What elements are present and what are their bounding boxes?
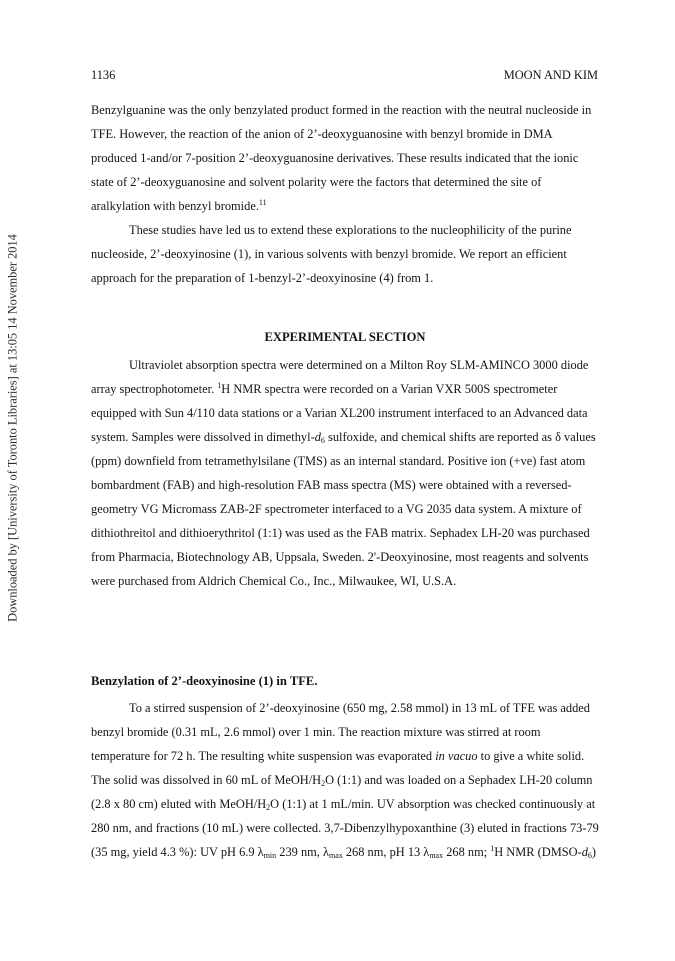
- intro-paragraph-1: [91, 98, 599, 218]
- benzylation-text-8: H NMR (DMSO-: [494, 845, 582, 859]
- deuterium-subscript: 6: [320, 436, 325, 445]
- experimental-text-1: Ultraviolet absorption spectra were determined on a Milton Roy SLM-AMINCO 3000 diode array spectrophotometer.: [91, 358, 589, 396]
- intro-paragraph-1-text: Benzylguanine was the only benzylated product formed in the reaction with the neutral nucleoside in TFE. However, the reaction of the anion of 2’-deoxyguanosine with benzyl bromide in DMA produced 1-and/or 7-position 2’-deoxyguanosine derivatives. These results indicated that the ionic state of 2’-deoxyguanosine and solvent polarity were the factors that determined the site of aralkylation with benzyl bromide.: [91, 103, 592, 213]
- benzylation-section: [91, 696, 599, 864]
- page-number: 1136: [91, 68, 116, 82]
- intro-section: [91, 98, 599, 290]
- benzylation-heading: Benzylation of 2’-deoxyinosine (1) in TFE.: [91, 674, 318, 688]
- benzylation-text-3: O (1:1) and was loaded on a Sephadex LH-20 column (2.8 x 80 cm) eluted with MeOH/H: [91, 773, 593, 811]
- intro-paragraph-2: These studies have led us to extend these explorations to the nucleophilicity of the purine nucleoside, 2’-deoxyinosine (1), in various solvents with benzyl bromide. We report an efficient approach for the preparation of 1-benzyl-2’-deoxyinosine (4) from 1.: [91, 223, 572, 285]
- water-subscript-1: 2: [321, 779, 326, 788]
- deuterium-symbol-2: d: [581, 845, 588, 859]
- benzylation-text-9: ): [591, 845, 597, 859]
- deuterium-subscript-2: 6: [587, 851, 592, 860]
- benzylation-text-6: 268 nm, pH 13 λ: [342, 845, 430, 859]
- in-vacuo-term: in vacuo: [435, 749, 478, 763]
- experimental-heading: EXPERIMENTAL SECTION: [264, 330, 426, 344]
- nmr-superscript: 1: [217, 381, 222, 391]
- reference-marker: 11: [258, 198, 267, 208]
- running-head: MOON AND KIM: [503, 68, 598, 82]
- download-watermark: [4, 168, 22, 688]
- benzylation-text-4: O (1:1) at 1 mL/min. UV absorption was checked continuously at 280 nm, and fractions (10 mL) were collected. 3,7-Dibenzylhypoxanthine (3) eluted in fractions 73-79 (35 mg, yield 4.3 %): UV pH 6.9 λ: [91, 797, 599, 859]
- experimental-text-2: H NMR spectra were recorded on a Varian VXR 500S spectrometer equipped with Sun 4/110 data stations or a Varian XL200 instrument interfaced to an Advanced data system. Samples were dissolved in dimethyl-: [91, 382, 588, 444]
- lambda-min-subscript: min: [263, 851, 277, 860]
- benzylation-text-2: to give a white solid. The solid was dissolved in 60 mL of MeOH/H: [91, 749, 585, 787]
- deuterium-symbol: d: [314, 430, 321, 444]
- experimental-section: [91, 353, 599, 593]
- benzylation-paragraph: [91, 696, 599, 864]
- water-subscript-2: 2: [266, 803, 271, 812]
- lambda-max-subscript-1: max: [328, 851, 343, 860]
- nmr-superscript-2: 1: [490, 844, 495, 854]
- download-watermark-text: Downloaded by [University of Toronto Libraries] at 13:05 14 November 2014: [5, 234, 20, 622]
- experimental-text-3: sulfoxide, and chemical shifts are reported as δ values (ppm) downfield from tetramethylsilane (TMS) as an internal standard. Positive ion (+ve) fast atom bombardment (FAB) and high-resolution FAB mass spectra (MS) were obtained with a reversed-geometry VG Micromass ZAB-2F spectrometer interfaced to a VG 2035 data system. A mixture of dithiothreitol and dithioerythritol (1:1) was used as the FAB matrix. Sephadex LH-20 was purchased from Pharmacia, Biotechnology AB, Uppsala, Sweden. 2'-Deoxyinosine, most reagents and solvents were purchased from Aldrich Chemical Co., Inc., Milwaukee, WI, U.S.A.: [91, 430, 596, 588]
- benzylation-text-1: To a stirred suspension of 2’-deoxyinosine (650 mg, 2.58 mmol) in 13 mL of TFE was added benzyl bromide (0.31 mL, 2.6 mmol) over 1 min. The reaction mixture was stirred at room temperature for 72 h. The resulting white suspension was evaporated: [91, 701, 590, 763]
- benzylation-text-5: 239 nm, λ: [276, 845, 329, 859]
- experimental-paragraph: [91, 353, 599, 593]
- lambda-max-subscript-2: max: [429, 851, 444, 860]
- benzylation-text-7: 268 nm;: [443, 845, 491, 859]
